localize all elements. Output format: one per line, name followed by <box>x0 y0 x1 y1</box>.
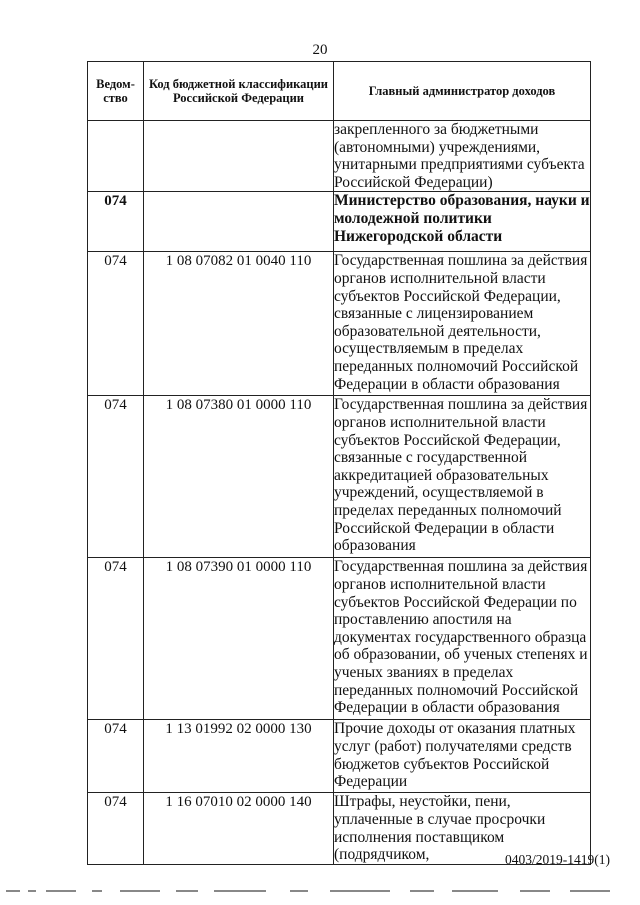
dept-cell: 074 <box>88 720 144 793</box>
code-cell: 1 08 07380 01 0000 110 <box>144 396 334 558</box>
admin-cell: закрепленного за бюджетными (автономными) учреждениями, унитарными предприятиями субъекта Российской Федерации) <box>334 121 591 192</box>
budget-classification-table <box>87 61 591 865</box>
dept-cell: 074 <box>88 192 144 252</box>
table-row <box>88 558 591 720</box>
code-cell: 1 16 07010 02 0000 140 <box>144 793 334 864</box>
code-cell <box>144 121 334 192</box>
header-dept: Ведом-ство <box>88 62 144 121</box>
code-cell <box>144 192 334 252</box>
admin-cell: Государственная пошлина за действия органов исполнительной власти субъектов Российской Федерации, связанные с государственной аккредитацией образовательных учреждений, осуществляемой в пределах переданных полномочий Российской Федерации в области образования <box>334 396 591 558</box>
admin-cell: Государственная пошлина за действия органов исполнительной власти субъектов Российской Федерации по проставлению апостиля на документах государственного образца об образовании, об ученых степенях и ученых званиях в пределах переданных полномочий Российской Федерации в области образования <box>334 558 591 720</box>
table-row <box>88 192 591 252</box>
table-header-row <box>88 62 591 121</box>
document-code: 0403/2019-1419(1) <box>505 852 610 867</box>
table-row <box>88 121 591 192</box>
dept-cell: 074 <box>88 793 144 864</box>
table-row <box>88 252 591 396</box>
code-cell: 1 08 07390 01 0000 110 <box>144 558 334 720</box>
dept-cell: 074 <box>88 396 144 558</box>
header-code: Код бюджетной классификации Российской Федерации <box>144 62 334 121</box>
admin-cell: Министерство образования, науки и молодежной политики Нижегородской области <box>334 192 591 252</box>
admin-cell: Государственная пошлина за действия органов исполнительной власти субъектов Российской Федерации, связанные с лицензированием образовательной деятельности, осуществляемым в пределах переданных полномочий Российской Федерации в области образования <box>334 252 591 396</box>
header-admin: Главный администратор доходов <box>334 62 591 121</box>
code-cell: 1 13 01992 02 0000 130 <box>144 720 334 793</box>
dept-cell <box>88 121 144 192</box>
dept-cell: 074 <box>88 558 144 720</box>
scan-edge-artifact <box>0 890 640 896</box>
admin-cell: Штрафы, неустойки, пени, уплаченные в случае просрочки исполнения поставщиком (подрядчиком, <box>334 793 591 864</box>
table-row <box>88 396 591 558</box>
code-cell: 1 08 07082 01 0040 110 <box>144 252 334 396</box>
table-row <box>88 720 591 793</box>
page-number: 20 <box>312 42 328 58</box>
admin-cell: Прочие доходы от оказания платных услуг (работ) получателями средств бюджетов субъектов Российской Федерации <box>334 720 591 793</box>
dept-cell: 074 <box>88 252 144 396</box>
